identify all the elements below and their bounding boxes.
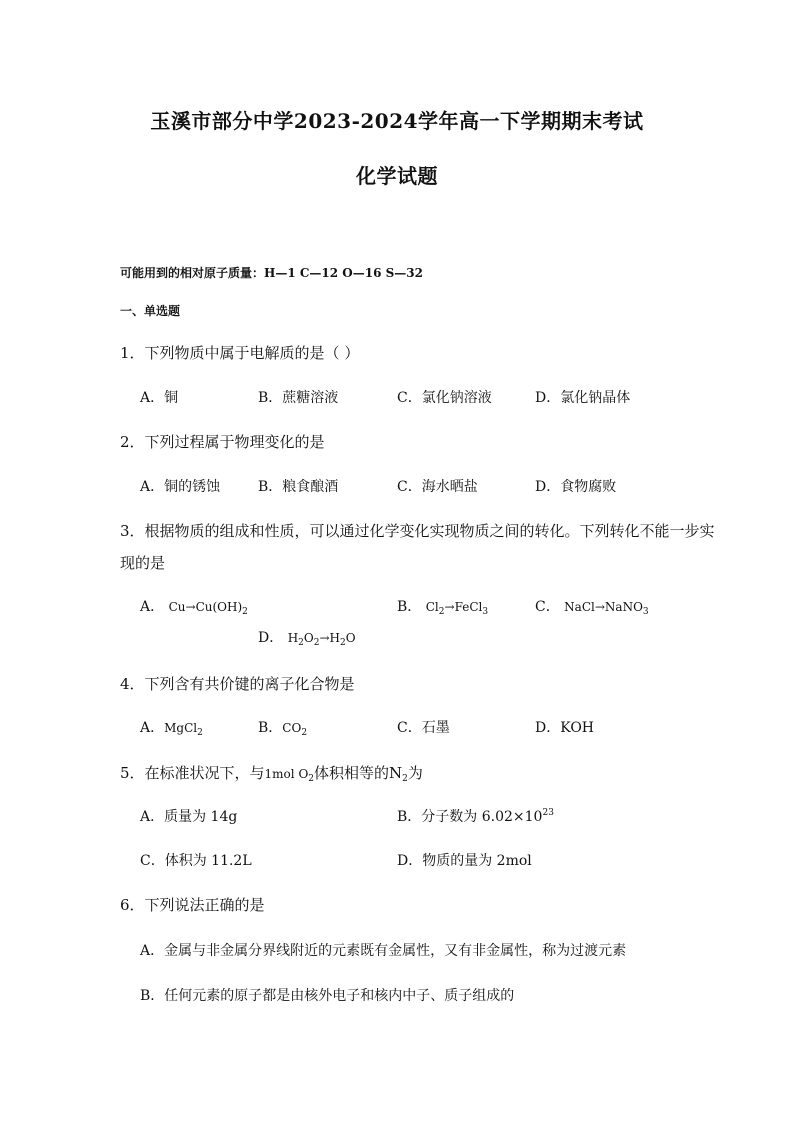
- question-3-option-b: [397, 596, 488, 617]
- option-label: D．: [535, 720, 561, 736]
- question-5-option-c: C．体积为 11.2L: [140, 853, 252, 869]
- question-5-option-b: B．分子数为 $6.02\times 10^{23}$: [397, 808, 554, 825]
- option-label: D．: [258, 630, 284, 646]
- option-text: 石墨: [421, 720, 450, 736]
- page-subtitle: 化学试题: [356, 164, 438, 188]
- question-3-option-d: [258, 627, 356, 648]
- option-text: KOH: [560, 720, 595, 736]
- question-5-option-d: D．物质的量为 2mol: [397, 853, 532, 869]
- question-2-option-c: C．海水晒盐: [397, 479, 478, 495]
- question-4-option-c: [397, 717, 450, 737]
- formula: $CO_2$: [282, 721, 308, 738]
- question-2-option-b: B．粮食酿酒: [258, 479, 339, 495]
- question-4-option-a: [140, 717, 203, 738]
- option-label: A．: [140, 599, 165, 615]
- option-label: C．: [397, 720, 422, 736]
- option-label: A．: [140, 720, 165, 736]
- question-5-stem: 5．在标准状况下，与1mol $O_2$体积相等的$N_2$为: [120, 764, 423, 784]
- question-1-option-c: C．氯化钠溶液: [397, 390, 492, 406]
- question-2-option-d: D．食物腐败: [535, 479, 617, 495]
- question-1-option-a: A．铜: [140, 390, 179, 406]
- formula: NaCl→NaNO$_3$: [564, 600, 649, 617]
- question-1-option-b: B．蔗糖溶液: [258, 390, 339, 406]
- question-3-option-a: [140, 596, 248, 617]
- question-6-option-b: B．任何元素的原子都是由核外电子和核内中子、质子组成的: [140, 988, 515, 1004]
- question-3-option-c: [535, 596, 649, 617]
- formula: $Cu\to Cu(OH)_2$: [168, 600, 248, 617]
- page-title: 玉溪市部分中学2023-2024学年高一下学期期末考试: [150, 109, 644, 133]
- option-label: C．: [535, 599, 560, 615]
- question-1-option-d: D．氯化钠晶体: [535, 390, 631, 406]
- section-heading: 一、单选题: [120, 304, 181, 318]
- question-3-stem-line2: 现的是: [120, 554, 166, 572]
- question-2-option-a: A．铜的锈蚀: [140, 479, 221, 495]
- question-6-option-a: A．金属与非金属分界线附近的元素既有金属性，又有非金属性，称为过渡元素: [140, 943, 627, 959]
- question-5-option-a: A．质量为 14g: [140, 809, 238, 825]
- question-6-stem: 6．下列说法正确的是: [120, 896, 265, 914]
- question-3-stem-line1: 3．根据物质的组成和性质，可以通过化学变化实现物质之间的转化。下列转化不能一步实: [120, 522, 715, 540]
- question-2-stem: 2．下列过程属于物理变化的是: [120, 433, 325, 451]
- question-4-option-b: [258, 717, 307, 738]
- formula: MgCl$_2$: [164, 721, 203, 738]
- option-label: B．: [397, 599, 422, 615]
- question-4-option-d: [535, 717, 594, 737]
- option-label: B．: [258, 720, 283, 736]
- formula: $Cl_2\to FeCl_3$: [425, 600, 489, 617]
- question-1-stem: 1．下列物质中属于电解质的是（ ）: [120, 344, 360, 362]
- question-4-stem: 4．下列含有共价键的离子化合物是: [120, 675, 355, 693]
- formula: $H_2O_2\to H_2O$: [287, 631, 356, 648]
- atomic-masses: 可能用到的相对原子质量：H—1 C—12 O—16 S—32: [120, 266, 423, 280]
